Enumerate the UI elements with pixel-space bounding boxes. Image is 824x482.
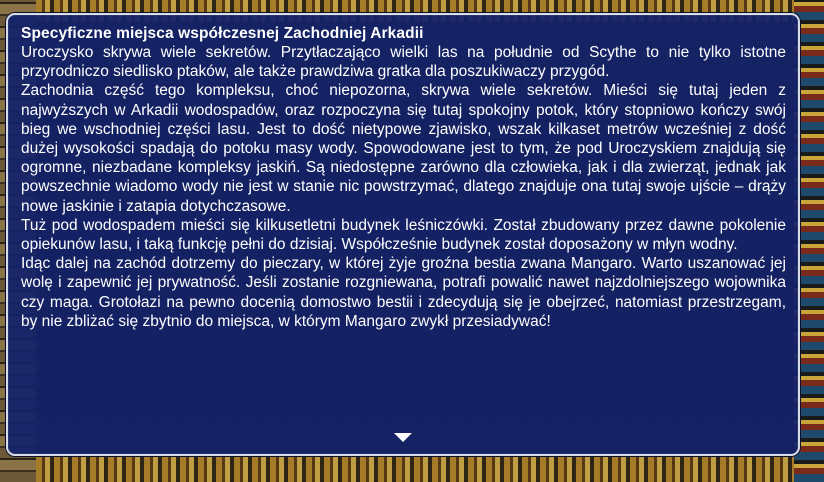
- background-ornament-bottom: [0, 456, 824, 482]
- dialog-paragraph: Zachodnia część tego kompleksu, choć niepozorna, skrywa wiele sekretów. Mieści się tutaj jeden z najwyższych w Arkadii wodospadów, oraz rozpoczyna się tutaj spokojny potok, który stopniowo kończy swój bieg we wschodniej części lasu. Jest to dość nietypowe zjawisko, wszak kilkaset metrów wcześniej z dość dużej wysokości spadają do potoku masy wody. Spowodowane jest to tym, że pod Uroczyskiem znajdują się ogromne, niezbadane kompleksy jaskiń. Są niedostępne zarówno dla człowieka, jak i dla zwierząt, jednak jak powszechnie wiadomo wody nie jest w stanie nic powstrzymać, dlatego znajduje ona tutaj swoje ujście – drąży nowe jaskinie i zatapia dotychczasowe.: [21, 82, 786, 215]
- dialog-title: Specyficzne miejsca współczesnej Zachodniej Arkadii: [21, 25, 424, 42]
- continue-arrow-icon[interactable]: [394, 433, 412, 442]
- dialog-body: [21, 43, 786, 331]
- dialog-paragraph: Tuż pod wodospadem mieści się kilkusetletni budynek leśniczówki. Został zbudowany przez dawne pokolenie opiekunów lasu, i taką funkcję pełni do dzisiaj. Współcześnie budynek został doposażony w młyn wodny.: [21, 216, 786, 254]
- dialog-box[interactable]: [6, 13, 800, 456]
- dialog-paragraph: Uroczysko skrywa wiele sekretów. Przytłaczająco wielki las na południe od Scythe to nie tylko istotne przyrodniczo siedlisko ptaków, ale także prawdziwa gratka dla poszukiwaczy przygód.: [21, 44, 786, 81]
- dialog-paragraph: Idąc dalej na zachód dotrzemy do pieczary, w której żyje groźna bestia zwana Mangaro. Warto uszanować jej wolę i zapewnić jej prywatność. Jeśli zostanie rozgniewana, potrafi powalić nawet najzdolniejszego wojownika czy maga. Grotołazi na pewno docenią domostwo bestii i zdecydują się je obejrzeć, natomiast przestrzegam, by nie zbliżać się zbytnio do miejsca, w którym Mangaro zwykł przesiadywać!: [21, 255, 786, 330]
